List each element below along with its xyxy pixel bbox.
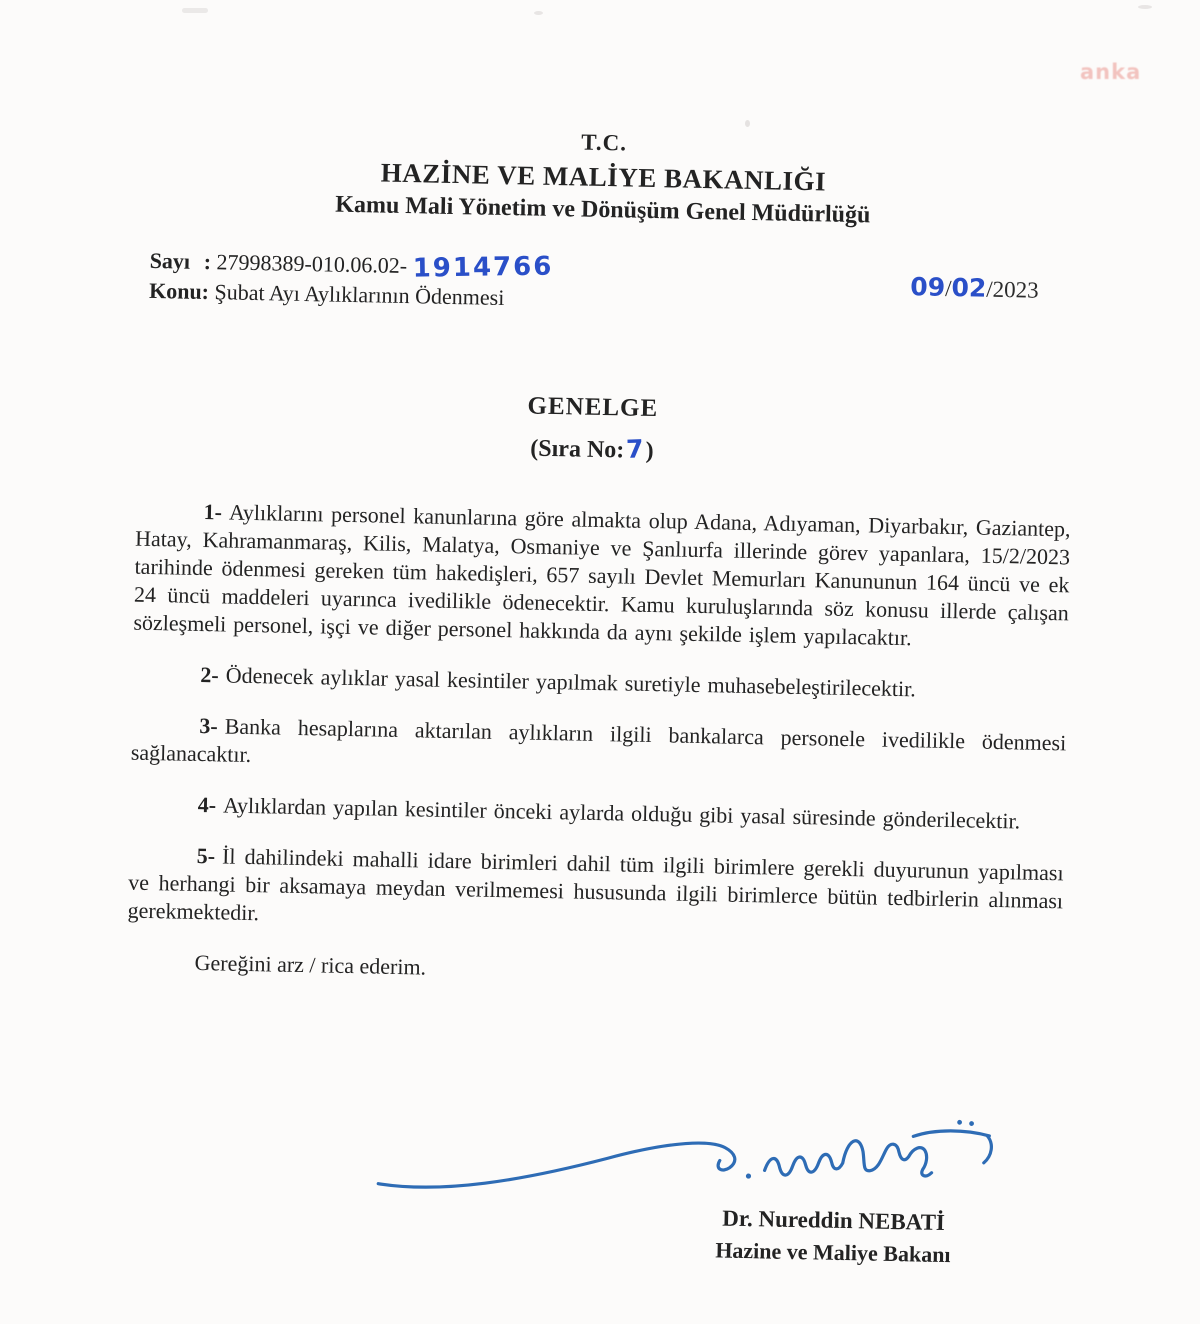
paragraph-1-text: Aylıklarını personel kanunlarına göre almakta olup Adana, Adıyaman, Diyarbakır, Gaziantep, Hatay, Kahramanmaraş, Kilis, Malatya, Osmaniye ve Şanlıurfa illerinde görev yapanlara, 15/2/2023 tarihinde ödenmesi gereken tüm hakedişleri, 657 sayılı Devlet Memurları Kanununun 164 üncü ve ek 24 üncü maddeleri uyarınca ivedilikle ödenecektir. Kamu kuruluşlarında söz konusu illerde çalışan sözleşmeli personel, işçi ve diğer personel hakkında da aynı şekilde işlem yapılacaktır.: [133, 499, 1071, 651]
paragraph-4-number: 4-: [197, 791, 217, 818]
paragraph-2: [132, 660, 1067, 707]
date-year: /2023: [986, 276, 1039, 303]
paragraph-2-text: Ödenecek aylıklar yasal kesintiler yapılmak suretiyle muhasebeleştirilecektir.: [225, 662, 917, 702]
subtitle-handwritten-number: 7: [625, 434, 645, 464]
meta-block: [149, 245, 554, 314]
agency-watermark: anka: [1080, 60, 1142, 84]
konu-value: Şubat Ayı Aylıklarının Ödenmesi: [214, 279, 505, 311]
paragraph-2-number: 2-: [200, 661, 220, 688]
sayi-value: 27998389-010.06.02-: [216, 249, 408, 279]
signer-title: Hazine ve Maliye Bakanı: [715, 1237, 951, 1268]
subtitle-prefix: (Sıra No:: [530, 435, 625, 464]
paragraph-3: [131, 711, 1067, 786]
date-separator: /: [944, 275, 952, 301]
letterhead-ministry: HAZİNE VE MALİYE BAKANLIĞI: [380, 157, 827, 197]
paragraph-4: [130, 790, 1065, 837]
signer-name: Dr. Nureddin NEBATİ: [722, 1205, 946, 1236]
paragraph-1: [133, 497, 1071, 656]
paragraph-5-number: 5-: [196, 842, 216, 869]
closing-line: Gereğini arz / rica ederim.: [194, 949, 427, 980]
date-month-handwritten: 02: [951, 272, 987, 303]
scan-speck: [1138, 5, 1152, 9]
letterhead-tc: T.C.: [581, 129, 628, 156]
body-text: [126, 497, 1070, 995]
paragraph-5-text: İl dahilindeki mahalli idare birimleri dahil tüm ilgili birimlere gerekli duyurunun yapılması ve herhangi bir aksamaya meydan verilmemesi hususunda ilgili birimlerce bütün tedbirlerin alınması gerekmektedir.: [127, 843, 1064, 926]
sayi-colon: :: [203, 248, 212, 275]
letterhead: [3, 118, 1200, 236]
paragraph-5: [127, 841, 1063, 944]
document-title: GENELGE: [527, 392, 659, 423]
sayi-handwritten-number: 1914766: [412, 251, 555, 284]
signer-block: [588, 1200, 1079, 1274]
konu-label: Konu:: [148, 277, 210, 305]
scan-speck: [745, 120, 750, 127]
sayi-label: Sayı: [149, 247, 191, 274]
date-day-handwritten: 09: [910, 272, 946, 302]
letterhead-directorate: Kamu Mali Yönetim ve Dönüşüm Genel Müdürlüğü: [335, 191, 871, 229]
paragraph-3-number: 3-: [199, 712, 218, 739]
paragraph-3-text: Banka hesaplarına aktarılan aylıkların ilgili bankalarca personele ivedilikle ödenmesi sağlanacaktır.: [130, 713, 1067, 768]
paragraph-1-number: 1-: [203, 499, 223, 525]
paragraph-4-text: Aylıklardan yapılan kesintiler önceki aylarda olduğu gibi yasal süresinde gönderilecektir.: [222, 792, 1021, 834]
scan-speck: [534, 11, 543, 15]
subtitle-suffix: ): [645, 437, 654, 465]
scan-speck: [182, 8, 208, 13]
signature-scribble: [372, 1084, 1006, 1215]
date: [910, 272, 1039, 304]
